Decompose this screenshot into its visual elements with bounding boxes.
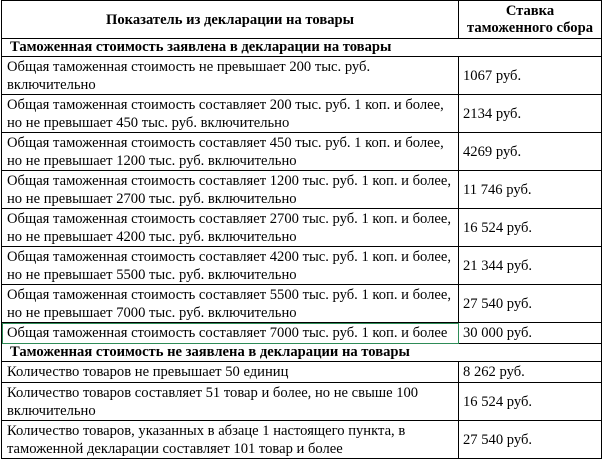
row-rate: 4269 руб. <box>459 133 602 171</box>
table-header-row <box>2 1 602 39</box>
table-row-selected[interactable] <box>2 323 602 344</box>
row-description: Общая таможенная стоимость составляет 5500 тыс. руб. 1 коп. и более, но не превышает 7000 тыс. руб. включительно <box>2 285 459 323</box>
row-description: Общая таможенная стоимость составляет 450 тыс. руб. 1 коп. и более, но не превышает 1200 тыс. руб. включительно <box>2 133 459 171</box>
row-rate: 1067 руб. <box>459 57 602 95</box>
table-row <box>2 247 602 285</box>
row-rate: 30 000 руб. <box>459 323 602 344</box>
section-title: Таможенная стоимость не заявлена в декларации на товары <box>2 344 602 362</box>
row-description: Общая таможенная стоимость не превышает 200 тыс. руб. включительно <box>2 57 459 95</box>
section-row <box>2 344 602 362</box>
row-description[interactable]: Общая таможенная стоимость составляет 7000 тыс. руб. 1 коп. и более <box>2 323 459 344</box>
row-description: Общая таможенная стоимость составляет 1200 тыс. руб. 1 коп. и более, но не превышает 2700 тыс. руб. включительно <box>2 171 459 209</box>
indicator-column-header: Показатель из декларации на товары <box>2 1 459 39</box>
row-rate: 2134 руб. <box>459 95 602 133</box>
row-rate: 27 540 руб. <box>459 285 602 323</box>
row-rate: 21 344 руб. <box>459 247 602 285</box>
rate-header-line1: Ставка <box>505 2 555 19</box>
rate-column-header <box>459 1 602 39</box>
row-rate: 11 746 руб. <box>459 171 602 209</box>
table-row <box>2 133 602 171</box>
row-rate: 16 524 руб. <box>459 383 602 421</box>
table-row <box>2 285 602 323</box>
row-description: Количество товаров, указанных в абзаце 1 настоящего пункта, в таможенной декларации составляет 101 товар и более <box>2 421 459 459</box>
row-description: Общая таможенная стоимость составляет 2700 тыс. руб. 1 коп. и более, но не превышает 4200 тыс. руб. включительно <box>2 209 459 247</box>
table-row <box>2 362 602 383</box>
row-rate: 8 262 руб. <box>459 362 602 383</box>
row-rate: 27 540 руб. <box>459 421 602 459</box>
table-row <box>2 383 602 421</box>
table-row <box>2 171 602 209</box>
row-description: Общая таможенная стоимость составляет 200 тыс. руб. 1 коп. и более, но не превышает 450 тыс. руб. включительно <box>2 95 459 133</box>
customs-fee-table <box>1 0 602 459</box>
row-description: Общая таможенная стоимость составляет 4200 тыс. руб. 1 коп. и более, но не превышает 5500 тыс. руб. включительно <box>2 247 459 285</box>
row-description: Количество товаров составляет 51 товар и более, но не свыше 100 включительно <box>2 383 459 421</box>
table-row <box>2 421 602 459</box>
table-row <box>2 95 602 133</box>
row-rate: 16 524 руб. <box>459 209 602 247</box>
section-row <box>2 39 602 57</box>
table-row <box>2 57 602 95</box>
row-description: Количество товаров не превышает 50 единиц <box>2 362 459 383</box>
table-row <box>2 209 602 247</box>
section-title: Таможенная стоимость заявлена в декларации на товары <box>2 39 602 57</box>
rate-header-line2: таможенного сбора <box>467 19 593 36</box>
